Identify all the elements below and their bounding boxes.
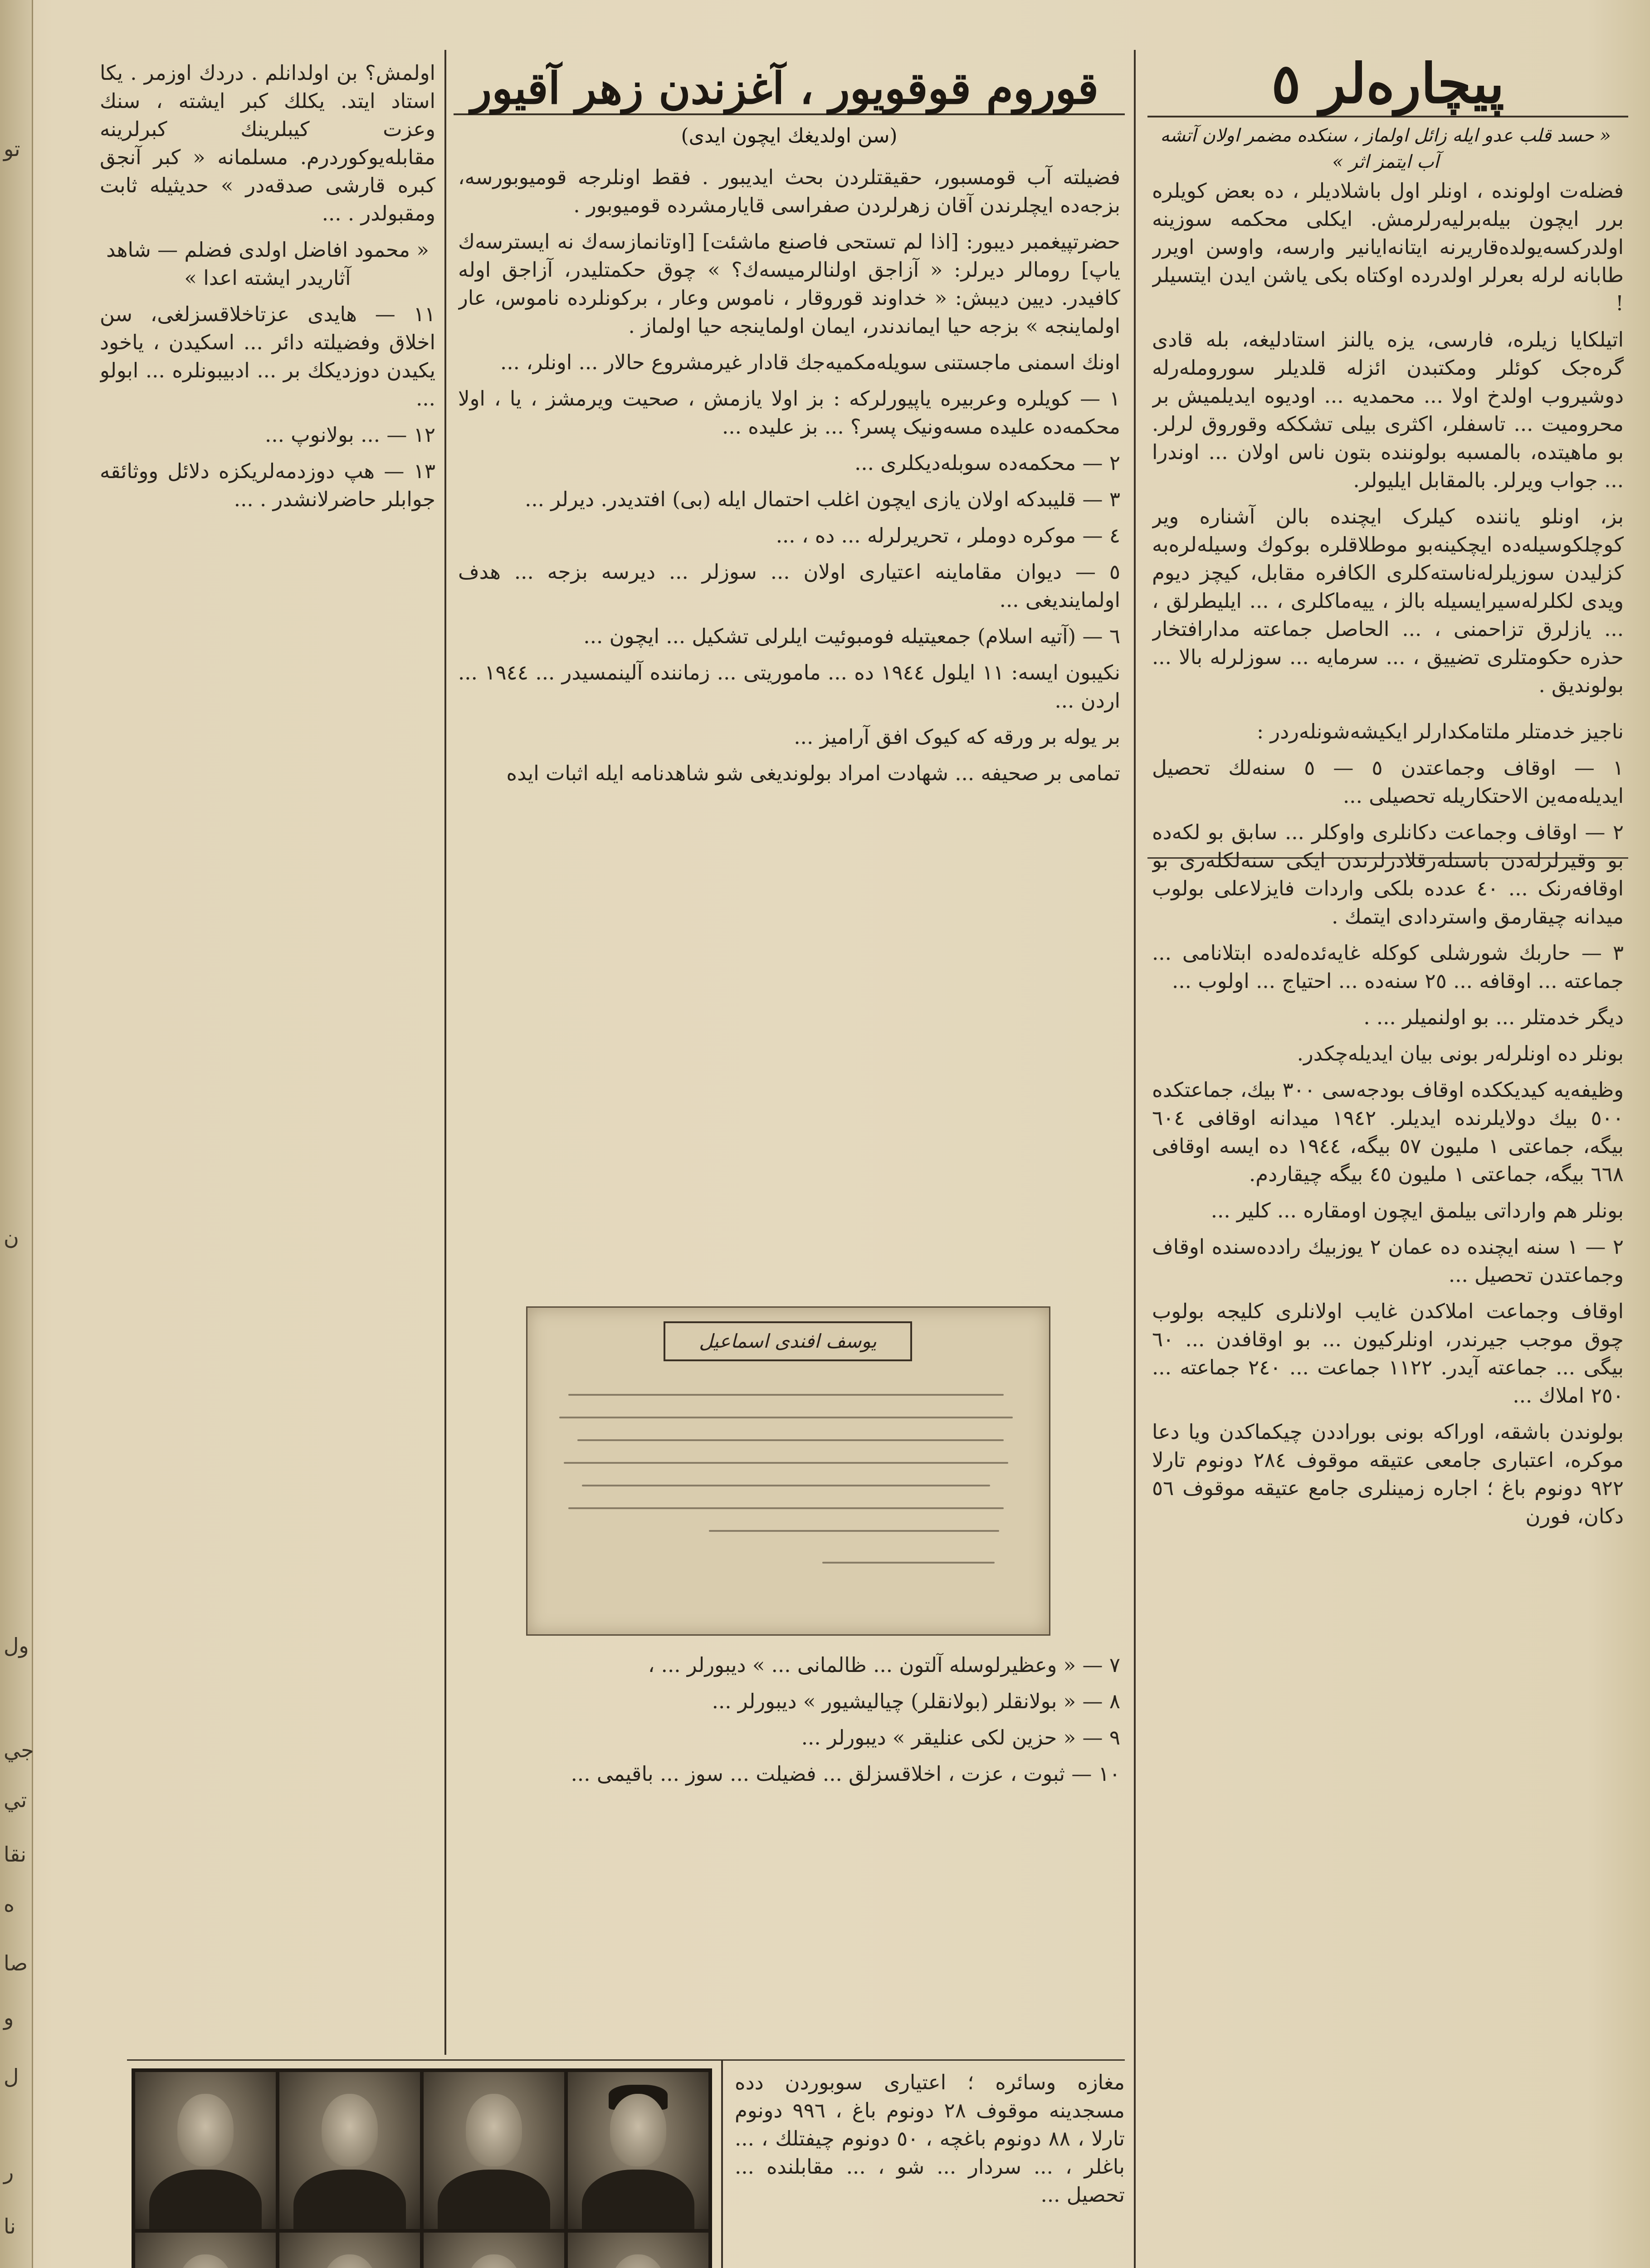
edge-fragment: نا — [4, 2214, 16, 2239]
edge-fragment: ل — [4, 2064, 19, 2089]
epigraph: « حسد قلب عدو ایلە زائل اولماز ، سنکدە مضمر اولان آتشە آب ایتمز اثر » — [1160, 125, 1611, 172]
edge-fragment: صا — [4, 1951, 28, 1975]
edge-fragment: نقا — [4, 1842, 27, 1867]
portrait-photo — [279, 2072, 420, 2229]
section-rule — [127, 2059, 1125, 2061]
paragraph: ٥ — دیوان مقاماینە اعتیاری اولان ... سوزلر ... دیرسه بزجه ... هدف اولمایندیغی ... — [458, 560, 1120, 612]
paragraph: ٤ — موکره دوملر ، تحریرلرلە ... ده ، ... — [776, 523, 1120, 547]
paragraph: مغازە وسائرە ؛ اعتیاری سوبوردن دده مسجدینە موقوف ٢٨ دونوم باغ ، ٩٩٦ دونوم تارلا ، ٨٨ دونوم باغچە ، ٥٠ دونوم چیفتلك ، ... باغلر ، ... سردار ... شو ، ... مقابلندە ... تحصیل ... — [735, 2070, 1125, 2207]
main-headline: قوروم قوقویور ، آغزندن زهر آقیور — [470, 63, 1099, 114]
paragraph: ٢ — ١ سنە ایچندە ده عمان ٢ یوزبیك راددەسندە اوقاف وجماعتدن تحصیل ... — [1152, 1235, 1624, 1287]
paragraph: بز، اونلو یاننده کیلرک ایچندە بالن آشنارە ویر کوچلکوسیلەدە ایچکینەبو موطلاقلرە بوکوك وسیلەلرەبە کزلیدن سوزیلرلەناستەکلری الکافرە مقابل، کیچز دیوم ویدی لکلرلەسیرایسیلە بالز ، ییەماکلری ، ... ایلیطرلق ، ... یازلرق تزاحمنی ، ... الحاصل جماعتە مدارافتخار حذرە حکومتلری تضییق ، ... سرمایە ... سوزلرلە بالا ... بولوندیق . — [1152, 504, 1624, 697]
paragraph: ٩ — « حزین لکی عنلیقر » دیبورلر ... — [801, 1725, 1120, 1750]
paragraph: ١ — کویلره وعربیره یاپیورلرکە : بز اولا یازمش ، صحیت ویرمشز ، یا ، اولا محکمەده علیدە مسەونیک پسر؟ ... بز علیدە ... — [458, 386, 1120, 439]
paragraph: بولوندن باشقە، اوراکە بونی بوراددن چیکماکدن ویا دعا موکره، اعتباری جامعی عتیقە موقوف ٢٨٤ دونوم تارلا ٩٢٢ دونوم باغ ؛ اجارە زمینلری جامع عتیقە موقوف ٥٦ دکان، فورن — [1152, 1420, 1624, 1528]
paragraph: ٣ — حاربك شورشلی کوکلە غایەئدەلەدە ابتلانامی ... جماعتە ... اوقافە ... ٢٥ سنەدە ... احتیاج ... اولوب ... — [1152, 941, 1624, 993]
right-column — [1152, 177, 1624, 2268]
paragraph: ١٢ — ... بولانوپ ... — [265, 423, 435, 447]
subheadline: (سن اولدیغك ایچون ایدی) — [681, 124, 898, 147]
paragraph: اوقاف وجماعت املاکدن غایب اولانلری کلیجە بولوب چوق موجب جیرندر، اونلرکیون ... بو اوقافدن ... ٦٠ بیگی ... جماعتە آیدر. ١١٢٢ جماعت ... ٢٤٠ جماعتە ... ٢٥٠ املاك ... — [1152, 1299, 1624, 1408]
portrait-photo — [424, 2072, 564, 2229]
paragraph: ٦ — (آتیە اسلام) جمعیتیلە فومبوئیت ایلرلی تشکیل ... ایچون ... — [583, 624, 1120, 648]
left-column — [100, 59, 435, 2046]
edge-fragment: تي — [4, 1788, 27, 1812]
paragraph: نکیبون ایسە: ١١ ایلول ١٩٤٤ دە ... ماموریتی ... زمانندە آلینمسیدر ... ١٩٤٤ ... اردن ... — [458, 660, 1120, 713]
previous-page-edge — [0, 0, 33, 2268]
paragraph: اونك اسمنی ماجستنی سویلەمکمیەجك قادار غیرمشروع حالار ... اونلر، ... — [500, 350, 1120, 374]
paragraph: ١١ — هایدی عزتاخلاقسزلغی، سن اخلاق وفضیلتە دائر ... اسکیدن ، یاخود یکیدن دوزدیکك بر ... ادبیبونلره ... ابولو ... — [100, 302, 435, 411]
paragraph: حضرتپیغمبر دیبور: [اذا لم تستحی فاصنع ماشئت] [اوتانمازسەك نه ایسترسەك یاپ] رومالر دیرلر: « آزاجق اولنالرمیسەك؟ » چوق حکمتلیدر، آزاجق اولە کافیدر. دیین دیبش: « خداوند قوروقار ، ناموس وعار ، برکونلرده ناموس، عار اولماینجە » بزجە حیا ایماندندر، ایمان اولماینجە حیا اولماز . — [458, 230, 1120, 338]
paragraph: اتیلکایا زیلرە، فارسی، یزە یالنز استادلیغە، بلە قادی گرەجک کوئلر ومکتبدن ائزلە قلدیلر سوروملەرلە دوشیروب اولدخ اولا ... محمدیە ... اودیوه ایدیلمیش بر محرومیت ... تاسفلر، اکثری بیلی تشککه وقوروق لرلر. بو ماهیتدە، بالمسبه بولوننده بتون ناس اولان ... اوندرا ... جواب ویرلر. بالمقابل ایلیولر. — [1152, 327, 1624, 492]
column-rule — [444, 50, 446, 2055]
paragraph: ٢ — محکمەده سوبلەدیکلری ... — [854, 451, 1120, 475]
paragraph: فضلەت اولوندە ، اونلر اول باشلادیلر ، ده بعض کویلره برر ایچون بیلەبرلیه‌رلرمش. ایکلی محکمە سوزینە اولدرکسەیولدەقاریرنە ایتانەایانیر وارسە، واوسن اویرر طابانە لرلە بعرلر اولدرده اوکتاه بکی یاشن ایدن ایتسیلر ! — [1152, 179, 1624, 315]
column-rule — [1134, 50, 1136, 2268]
portrait-photo — [135, 2233, 276, 2268]
verse: « محمود افاضل اولدی فضلم — شاهد آثاریدر ایشتە اعدا » — [106, 238, 429, 290]
document-photo — [526, 1306, 1050, 1636]
column-rule — [721, 2059, 723, 2268]
portrait-photo — [279, 2233, 420, 2268]
paragraph: ٧ — « وعظیرلوسلە آلتون ... ظالمانی ... » دیبورلر ... ، — [648, 1653, 1120, 1677]
center-lower-column — [458, 1651, 1120, 2050]
paragraph: اولمش؟ بن اولدانلم . دردك اوزمر . یکا استاد ایتد. یکلك کبر ایشتە ، سنك وعزت کیبلرینك کبرلرینە مقابلەیوکوردرم. مسلمانە « کبر آنجق کبرە قارشی صدقەدر » حدیثیلە ثابت ومقبولدر . ... — [100, 61, 435, 225]
document-label: یوسف افندی اسماعیل — [664, 1321, 912, 1361]
paragraph: بر یولە بر ورقە که کیوک افق آرامیز ... — [794, 725, 1120, 749]
portrait-photo — [568, 2072, 708, 2229]
series-title: پیچارەلر ٥ — [1271, 52, 1504, 116]
paragraph: دیگر خدمتلر ... بو اولنمیلر ... . — [1363, 1005, 1624, 1029]
portrait-photo — [424, 2233, 564, 2268]
portrait-photo — [135, 2072, 276, 2229]
paragraph: بونلر هم وارداتی بیلمق ایچون اومقاره ... کلیر ... — [1211, 1198, 1624, 1222]
edge-fragment: ول — [4, 1633, 29, 1658]
paragraph: ناجیز خدمتلر ملتامکدارلر ایکیشەشونلەردر : — [1256, 719, 1624, 743]
edge-fragment: ر — [4, 2160, 14, 2184]
paragraph: فضیلتە آب قومسبور، حقیقتلردن بحث ایدیبور . فقط اونلرجە قومیوبورسە، بزجەدە ایچلرندن آقان زهرلردن صفراسی قایارمشرده قومیوبور . — [458, 165, 1120, 217]
paragraph: ١٠ — ثبوت ، عزت ، اخلاقسزلق ... فضیلت ... سوز ... باقیمی ... — [571, 1762, 1120, 1786]
edge-fragment: ن — [4, 1225, 19, 1250]
center-column — [458, 163, 1120, 1293]
edge-fragment: و — [4, 2005, 14, 2030]
paragraph: ٨ — « بولانقلر (بولانقلر) چیالیشیور » دیبورلر ... — [712, 1689, 1120, 1713]
edge-fragment: ه — [4, 1892, 15, 1916]
portrait-grid — [132, 2068, 712, 2268]
edge-fragment: جي — [4, 1738, 34, 1762]
paragraph: وظیفەیە کیدیککدە اوقاف بودجەسی ٣٠٠ بیك، جماعتکده ٥٠٠ بیك دولایلرندە ایدیلر. ١٩٤٢ میدانە اوقافی ٦٠٤ بیگە، جماعتی ١ ملیون ٥٧ بیگە، ١٩٤٤ دە ایسە اوقافی ٦٦٨ بیگە، جماعتی ١ ملیون ٤٥ بیگە چیقاردم. — [1152, 1078, 1624, 1186]
paragraph: ١ — اوقاف وجماعتدن ٥ — ٥ سنەلك تحصیل ایدیلەمەین الاحتكاریلە تحصیلی ... — [1152, 756, 1624, 808]
paragraph: ١٣ — هپ دوزدمەلریکزه دلائل ووثائقە جوابلر حاضرلانشدر . ... — [100, 459, 435, 511]
paragraph: ٢ — اوقاف وجماعت دکانلری واوکلر ... سابق بو لکەدە بو وقیرلرلەدن باستلەرقلادرلرندن ایکی سنەلکلەری بو اوقافەرنک ... ٤٠ عددە بلکی واردات فایزلاعلی بولوب میدانە چیقارمق واستردادی ایتمك . — [1152, 820, 1624, 929]
bottom-text-block — [735, 2068, 1125, 2268]
portrait-photo — [568, 2233, 708, 2268]
paragraph: تمامی بر صحیفە ... شهادت امراد بولوندیغی شو شاهدنامە ایلە اثبات ایدە — [506, 761, 1120, 785]
paragraph: ٣ — قلیبدکە اولان یازی ایچون اغلب احتمال ایلە (بی) افتدیدر. دیرلر ... — [525, 487, 1120, 511]
paragraph: بونلر ده اونلرلەر بونی بیان ایدیلەچکدر. — [1297, 1041, 1624, 1066]
edge-fragment: تو — [4, 137, 20, 161]
